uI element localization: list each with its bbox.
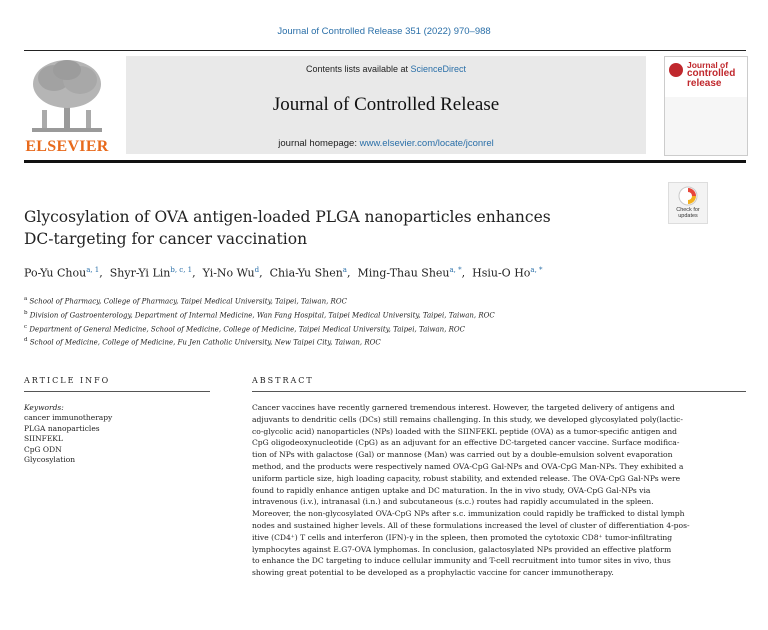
affiliation-text: Department of General Medicine, School of Medicine, College of Medicine, Taipei Medical University, Taipei, Taiwan, ROC — [29, 324, 466, 333]
sciencedirect-link[interactable]: ScienceDirect — [410, 64, 467, 74]
author-affiliation-marker[interactable]: a, 1 — [86, 266, 100, 274]
keyword-item: CpG ODN — [24, 444, 62, 454]
abstract-line: Cancer vaccines have recently garnered tremendous interest. However, the targeted delivery of antigens and — [252, 403, 675, 412]
author-list: Po-Yu Chou$^{a, 1}$, Shyr-Yi Lin$^{b, c, 1}$, Yi-No Wu$^d$, Chia-Yu Shen$^a$, Ming-Thau Sheu$^{a, *}$, Hsiu-O $Ho^{a, *}$ — [24, 266, 543, 280]
homepage-prefix: journal homepage: — [278, 138, 360, 149]
cover-logo-icon — [669, 63, 683, 77]
article-title — [24, 206, 644, 250]
keyword-item: cancer immunotherapy — [24, 413, 113, 422]
abstract-line: nodes and sustained higher levels. All of these formulations increased the level of cluster of differentiation 4-pos- — [252, 520, 690, 530]
affiliation-list — [24, 294, 744, 349]
abstract-line: Moreover, the non-glycosylated OVA-CpG NPs after s.c. immunization could rapidly be trafficked to distal lymph — [252, 509, 685, 519]
abstract-line: tion of NPs with galactose (Gal) or mannose (Man) was carried out by a double-emulsion solvent evaporation — [252, 450, 673, 460]
journal-cover-thumbnail[interactable] — [664, 56, 748, 156]
abstract-heading: ABSTRACT — [252, 376, 314, 385]
article-info-heading: ARTICLE INFO — [24, 376, 111, 385]
author-name[interactable]: Ming-Thau Sheu — [357, 266, 450, 280]
journal-title: Journal of Controlled Release — [272, 94, 500, 115]
keyword-item: PLGA nanoparticles — [24, 423, 100, 433]
elsevier-wordmark: ELSEVIER — [25, 138, 109, 155]
author-affiliation-marker[interactable]: a, * — [449, 266, 462, 274]
author-name[interactable]: Shyr-Yi Lin — [109, 266, 171, 280]
author-name[interactable]: Chia-Yu Shen — [269, 266, 343, 280]
author-affiliation-marker[interactable]: d — [254, 266, 260, 274]
journal-banner — [126, 56, 646, 154]
abstract-line: intravenous (i.v.), intranasal (i.n.) and subcutaneous (s.c.) routes had rapidly accumulated in the spleen. — [252, 497, 654, 507]
affiliation-item — [24, 294, 744, 308]
affiliation-item — [24, 335, 744, 349]
abstract-line: found to rapidly enhance antigen uptake and DC maturation. In the in vivo study, OVA-CpG Gal-NPs via — [252, 485, 651, 495]
homepage-line — [126, 138, 646, 149]
keywords-label: Keywords: — [24, 403, 64, 412]
header-thick-rule — [24, 160, 746, 163]
affiliation-key: c — [24, 323, 28, 330]
homepage-link[interactable]: www.elsevier.com/locate/jconrel — [359, 138, 494, 149]
elsevier-logo[interactable] — [24, 56, 110, 156]
check-for-updates-button[interactable] — [668, 182, 708, 224]
journal-citation[interactable]: Journal of Controlled Release 351 (2022) 970–988 — [277, 26, 491, 37]
affiliation-key: b — [24, 309, 28, 316]
abstract-line: itive (CD4⁺) T cells and interferon (IFN)-γ in the spleen, then promoted the cytotoxic CD8⁺ tumor-infiltrating — [252, 532, 673, 542]
abstract-line: uniform particle size, high loading capacity, robust stability, and extended release. The OVA-CpG Gal-NPs were — [252, 473, 681, 483]
author-affiliation-marker[interactable]: a, * — [530, 266, 543, 274]
affiliation-text: School of Pharmacy, College of Pharmacy, Taipei Medical University, Taipei, Taiwan, ROC — [29, 297, 347, 306]
affiliation-text: School of Medicine, College of Medicine, Fu Jen Catholic University, New Taipei City, Taiwan, ROC — [29, 338, 381, 347]
abstract-line: adjuvants to dendritic cells (DCs) still remains challenging. In this study, we developed glycosylated poly(lactic- — [252, 414, 683, 424]
affiliation-item — [24, 322, 744, 336]
elsevier-tree-icon — [24, 56, 110, 136]
cover-title-line3: release — [687, 78, 722, 89]
affiliation-item — [24, 308, 744, 322]
abstract-line: lymphocytes against E.G7-OVA lymphomas. In conclusion, galactosylated NPs provided an effective platform — [252, 544, 672, 554]
abstract-line: showing great potential to be developed as a prophylactic vaccine for cancer immunotherapy. — [252, 568, 614, 578]
header-rule — [24, 50, 746, 51]
affiliation-text: Division of Gastroenterology, Department of Internal Medicine, Wan Fang Hospital, Taipei Medical University, Taipei, Taiwan, ROC — [29, 311, 495, 320]
keywords-list — [24, 413, 112, 466]
author-affiliation-marker[interactable]: b, c, 1 — [170, 266, 193, 274]
contents-prefix: Contents lists available at — [305, 64, 411, 74]
cover-title-line2: controlled — [687, 68, 736, 79]
cover-title — [687, 61, 745, 89]
abstract-line: co-glycolic acid) nanoparticles (NPs) loaded with the SIINFEKL peptide (OVA) as a tumor-specific antigen and — [252, 426, 678, 436]
check-updates-icon — [678, 186, 698, 206]
cover-header — [665, 57, 747, 97]
keyword-item: SIINFEKL — [24, 434, 63, 443]
article-title-line2: DC-targeting for cancer vaccination — [24, 230, 308, 248]
author-name[interactable]: Hsiu-O Ho — [472, 266, 531, 280]
abstract-body — [252, 402, 746, 579]
cover-title-line1: Journal of — [687, 60, 729, 70]
article-title-line1: Glycosylation of OVA antigen-loaded PLGA nanoparticles enhances — [24, 208, 551, 226]
author-affiliation-marker[interactable]: a — [342, 266, 347, 274]
check-updates-label: Check for updates — [676, 207, 700, 219]
author-name[interactable]: Yi-No Wu — [202, 266, 255, 280]
abstract-line: to enhance the DC targeting to induce cellular immunity and T-cell recruitment into tumor sites in vivo, thus — [252, 556, 671, 566]
abstract-line: CpG oligodeoxynucleotide (CpG) as an adjuvant for an effective DC-targeted cancer vaccine. Surface modifica- — [252, 438, 680, 448]
abstract-rule — [252, 391, 746, 392]
affiliation-key: a — [24, 296, 28, 302]
abstract-line: method, and the products were respectively named OVA-CpG Gal-NPs and OVA-CpG Man-NPs. They exhibited a — [252, 461, 684, 471]
affiliation-key: d — [24, 337, 28, 344]
contents-line — [126, 64, 646, 74]
keyword-item: Glycosylation — [24, 455, 76, 464]
article-info-rule — [24, 391, 210, 392]
author-name[interactable]: Po-Yu Chou — [24, 266, 87, 280]
